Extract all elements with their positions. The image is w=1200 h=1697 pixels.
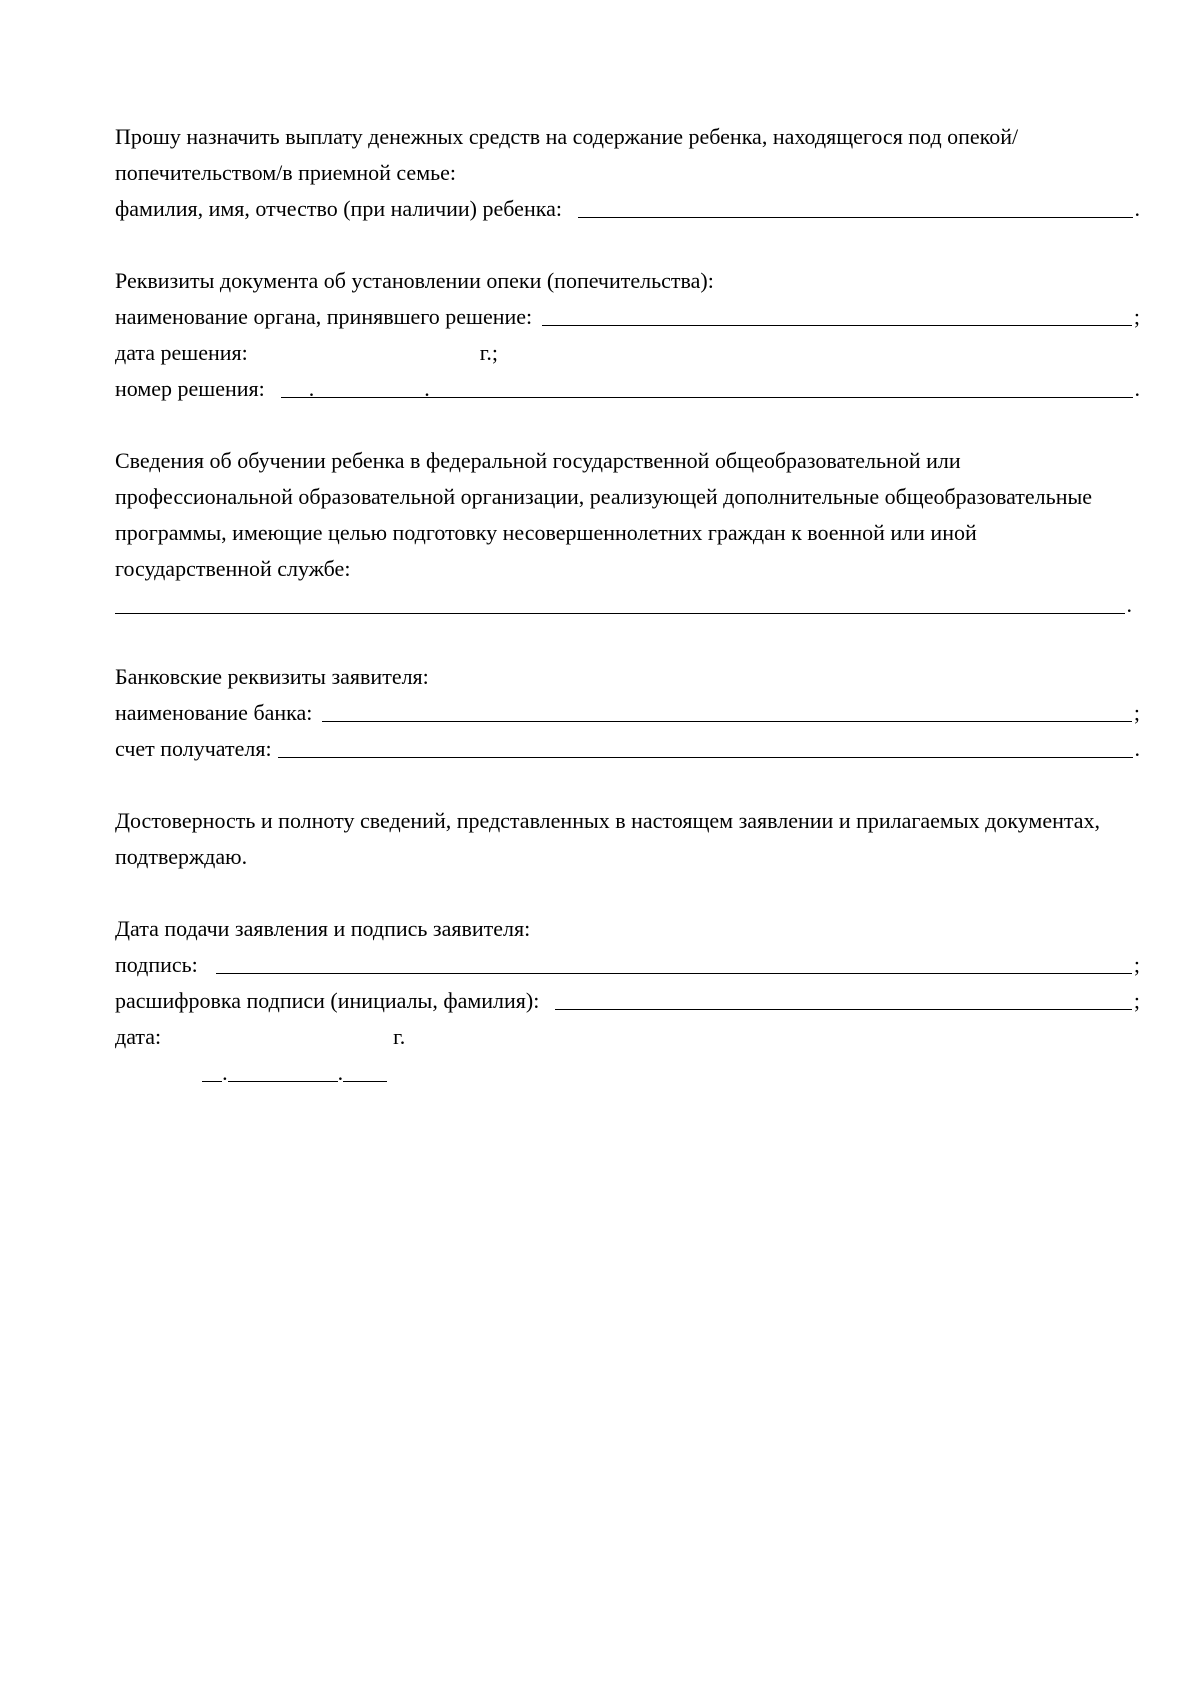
decision-number-label: номер решения:	[115, 376, 265, 401]
authority-row	[115, 299, 1140, 335]
signature-row	[115, 947, 1140, 983]
decision-number-end: .	[1134, 376, 1140, 401]
authority-end: ;	[1133, 304, 1140, 329]
signature-decode-end: ;	[1133, 988, 1140, 1013]
guardianship-heading: Реквизиты документа об установлении опеки (попечительства):	[115, 268, 714, 293]
authority-field[interactable]	[542, 303, 1132, 326]
decision-date-sep-2: .	[424, 376, 430, 401]
education-end: .	[1126, 592, 1132, 617]
signature-field[interactable]	[216, 951, 1132, 974]
signature-end: ;	[1133, 952, 1140, 977]
signature-decode-label: расшифровка подписи (инициалы, фамилия):	[115, 988, 540, 1013]
bank-name-end: ;	[1133, 700, 1140, 725]
signature-decode-field[interactable]	[555, 987, 1132, 1010]
child-name-end: .	[1134, 196, 1140, 221]
decision-date-suffix: г.;	[479, 340, 498, 365]
signature-heading: Дата подачи заявления и подпись заявителя:	[115, 916, 531, 941]
bank-name-label: наименование банка:	[115, 700, 313, 725]
education-row	[115, 587, 1132, 623]
account-end: .	[1134, 736, 1140, 761]
child-name-field[interactable]	[578, 195, 1133, 218]
submission-date-month-field[interactable]	[228, 1059, 338, 1082]
education-field[interactable]	[115, 591, 1125, 614]
bank-name-row	[115, 695, 1140, 731]
signature-decode-row	[115, 983, 1140, 1019]
decision-number-field[interactable]	[281, 375, 1133, 398]
education-text: Сведения об обучении ребенка в федеральной государственной общеобразовательной или профессиональной образовательной организации, реализующей дополнительные общеобразовательные программы, имеющие целью подготовку несовершеннолетних граждан к военной или иной государственной службе:	[115, 448, 1093, 581]
request-intro: Прошу назначить выплату денежных средств на содержание ребенка, находящегося под опекой/попечительством/в приемной семье:	[115, 124, 1019, 185]
submission-date-day-field[interactable]	[202, 1059, 222, 1082]
submission-date-sep-2: .	[337, 1060, 344, 1085]
decision-date-sep-1: .	[308, 376, 315, 401]
signature-label: подпись:	[115, 952, 198, 977]
account-row	[115, 731, 1140, 767]
submission-date-sep-1: .	[222, 1060, 228, 1085]
bank-heading: Банковские реквизиты заявителя:	[115, 664, 429, 689]
confirmation-text: Достоверность и полноту сведений, представленных в настоящем заявлении и прилагаемых документах, подтверждаю.	[115, 808, 1101, 869]
decision-date-label: дата решения:	[115, 340, 248, 365]
submission-date-year-field[interactable]	[343, 1059, 387, 1082]
child-name-row	[115, 191, 1140, 227]
account-field[interactable]	[278, 735, 1133, 758]
authority-label: наименование органа, принявшего решение:	[115, 304, 533, 329]
submission-date-label: дата:	[115, 1024, 162, 1049]
submission-date-row	[115, 1019, 1150, 1085]
account-label: счет получателя:	[115, 736, 272, 761]
submission-date-suffix: г.	[393, 1024, 406, 1049]
bank-name-field[interactable]	[322, 699, 1131, 722]
child-name-label: фамилия, имя, отчество (при наличии) ребенка:	[115, 196, 562, 221]
